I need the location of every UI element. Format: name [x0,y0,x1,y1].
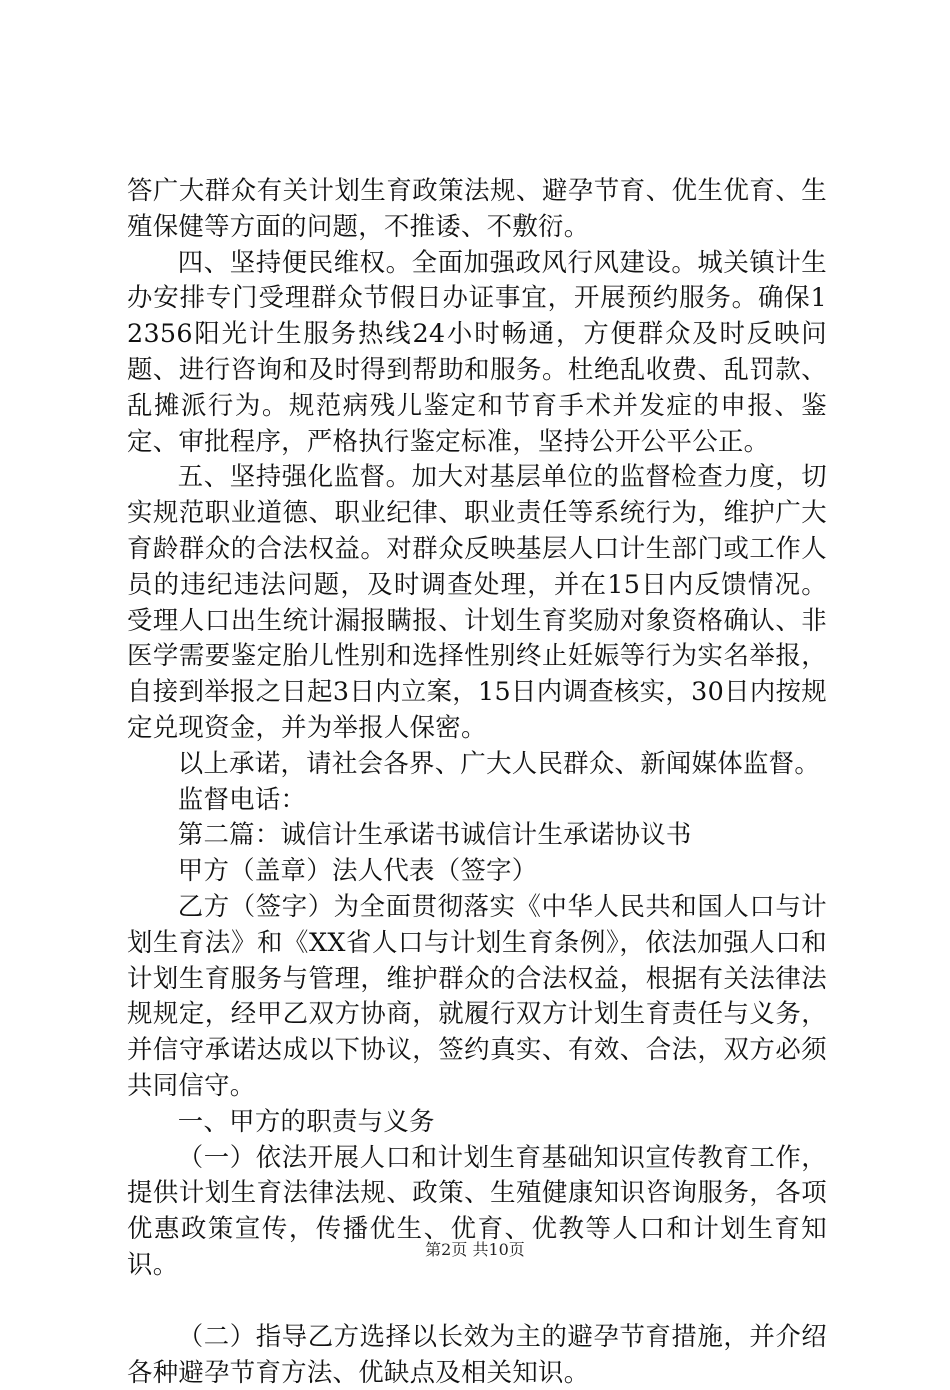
document-body [127,173,827,1390]
paragraph-party-a: 甲方（盖章）法人代表（签字） [177,855,538,886]
paragraph-phone: 监督电话： [177,783,307,814]
paragraph-section-four: 四、坚持便民维权。全面加强政风行风建设。城关镇计生办安排专门受理群众节假日办证事宜，开展预约服务。确保12356阳光计生服务热线24小时畅通，方便群众及时反映问题、进行咨询和及时得到帮助和服务。杜绝乱收费、乱罚款、乱摊派行为。规范病残儿鉴定和节育手术并发症的申报、鉴定、审批程序，严格执行鉴定标准，坚持公开公平公正。 [127,246,827,456]
page-number-footer: 第2页 共10页 [425,1240,525,1259]
paragraph-party-b: 乙方（签字）为全面贯彻落实《中华人民共和国人口与计划生育法》和《XX省人口与计划生育条例》，依法加强人口和计划生育服务与管理，维护群众的合法权益，根据有关法律法规规定，经甲乙双方协商，就履行双方计划生育责任与义务，并信守承诺达成以下协议，签约真实、有效、合法，双方必须共同信守。 [127,890,827,1100]
paragraph-duty-one: （一）依法开展人口和计划生育基础知识宣传教育工作，提供计划生育法律法规、政策、生殖健康知识咨询服务，各项优惠政策宣传，传播优生、优育、优教等人口和计划生育知识。 [127,1141,827,1279]
paragraph-duty-two: （二）指导乙方选择以长效为主的避孕节育措施，并介绍各种避孕节育方法、优缺点及相关知识。 [127,1320,827,1387]
paragraph-part-two-title: 第二篇：诚信计生承诺书诚信计生承诺协议书 [177,819,692,850]
paragraph-continuation: 答广大群众有关计划生育政策法规、避孕节育、优生优育、生殖保健等方面的问题，不推诿、不敷衍。 [127,175,827,241]
paragraph-duties-heading: 一、甲方的职责与义务 [177,1105,435,1136]
paragraph-section-five: 五、坚持强化监督。加大对基层单位的监督检查力度，切实规范职业道德、职业纪律、职业责任等系统行为，维护广大育龄群众的合法权益。对群众反映基层人口计生部门或工作人员的违纪违法问题，及时调查处理，并在15日内反馈情况。受理人口出生统计漏报瞒报、计划生育奖励对象资格确认、非医学需要鉴定胎儿性别和选择性别终止妊娠等行为实名举报，自接到举报之日起3日内立案，15日内调查核实，30日内按规定兑现资金，并为举报人保密。 [127,461,827,742]
paragraph-commitment: 以上承诺，请社会各界、广大人民群众、新闻媒体监督。 [177,747,821,778]
